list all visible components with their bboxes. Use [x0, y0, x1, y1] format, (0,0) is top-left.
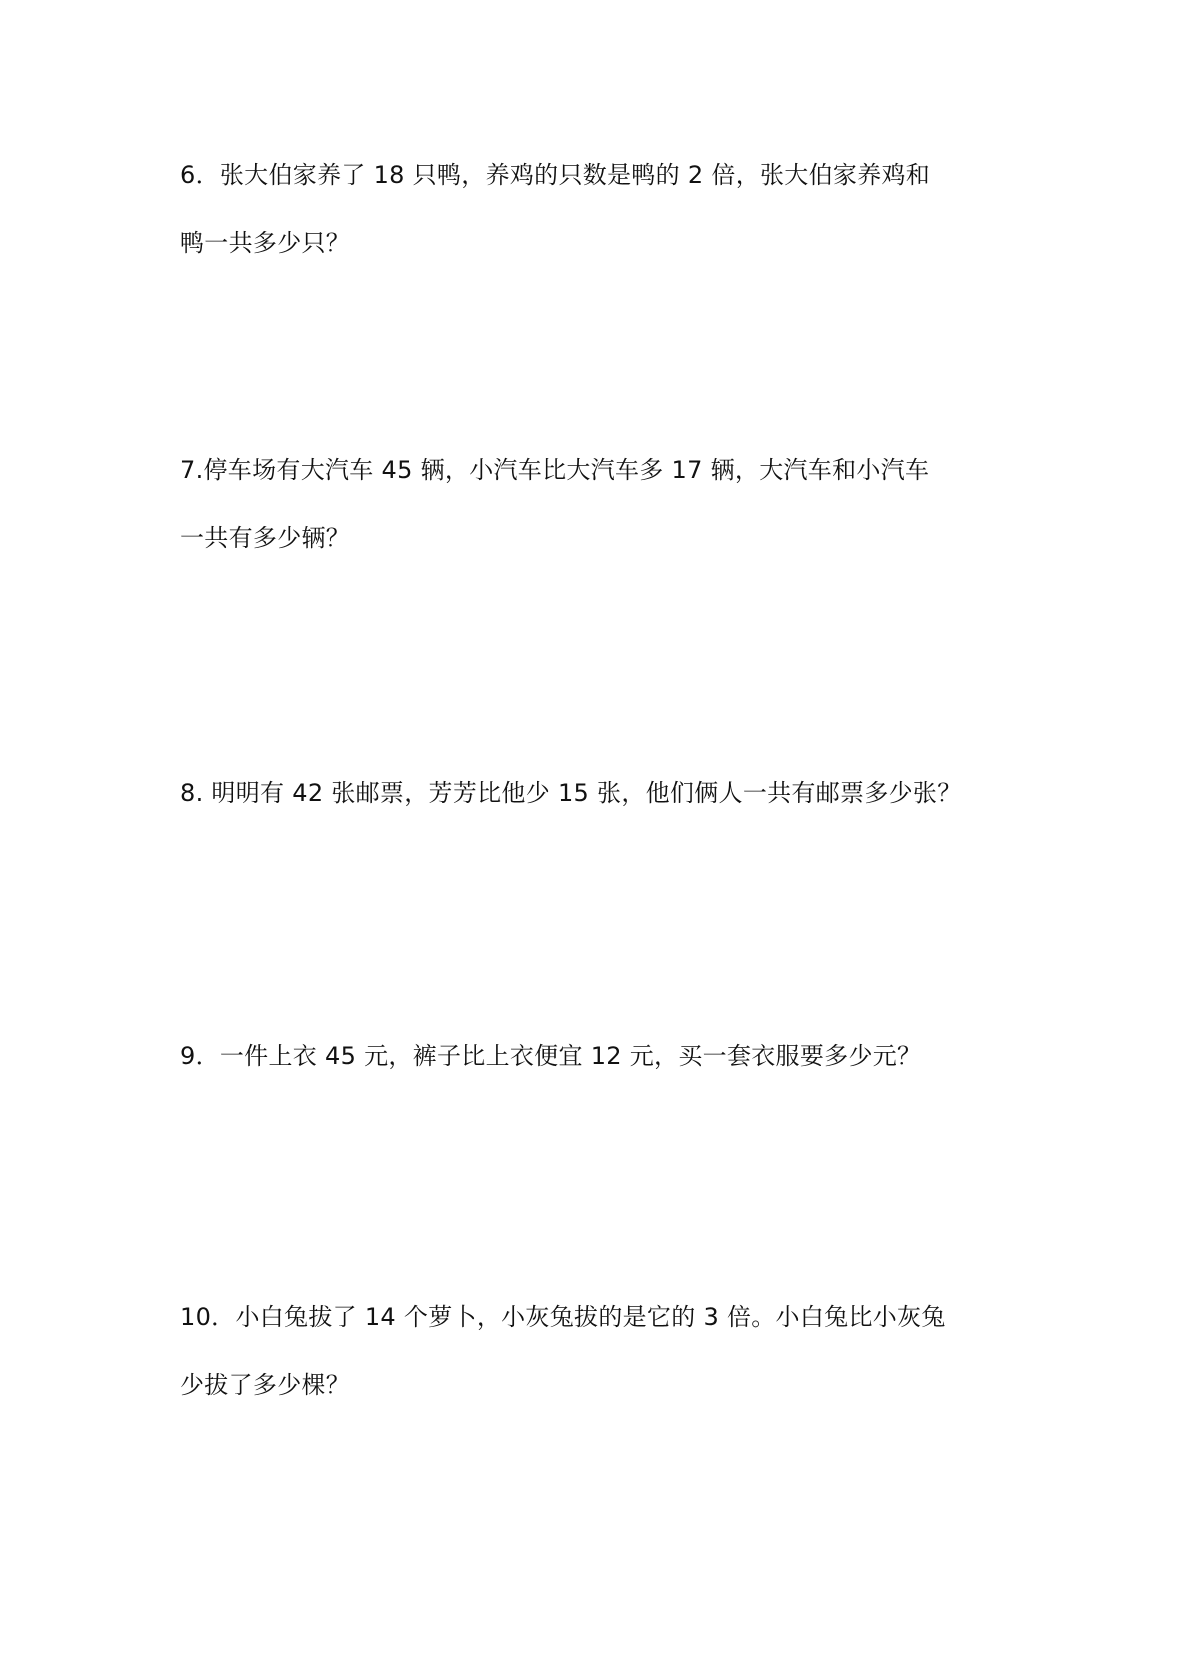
problem-9 [180, 1022, 1030, 1090]
problem-line: 7.停车场有大汽车 45 辆，小汽车比大汽车多 17 辆，大汽车和小汽车 [180, 456, 930, 484]
problem-line: 9．一件上衣 45 元，裤子比上衣便宜 12 元，买一套衣服要多少元？ [180, 1042, 922, 1070]
problem-line: 一共有多少辆？ [180, 524, 351, 552]
problem-7 [180, 436, 1030, 572]
problem-line: 8. 明明有 42 张邮票，芳芳比他少 15 张，他们俩人一共有邮票多少张？ [180, 779, 962, 807]
problem-10 [180, 1283, 1030, 1419]
problem-6 [180, 141, 1030, 277]
problem-8 [180, 759, 1030, 827]
problem-line: 鸭一共多少只？ [180, 229, 351, 257]
problem-line: 10．小白兔拔了 14 个萝卜，小灰兔拔的是它的 3 倍。小白兔比小灰兔 [180, 1303, 946, 1331]
problem-line: 6．张大伯家养了 18 只鸭，养鸡的只数是鸭的 2 倍，张大伯家养鸡和 [180, 161, 931, 189]
problem-line: 少拔了多少棵？ [180, 1371, 351, 1399]
